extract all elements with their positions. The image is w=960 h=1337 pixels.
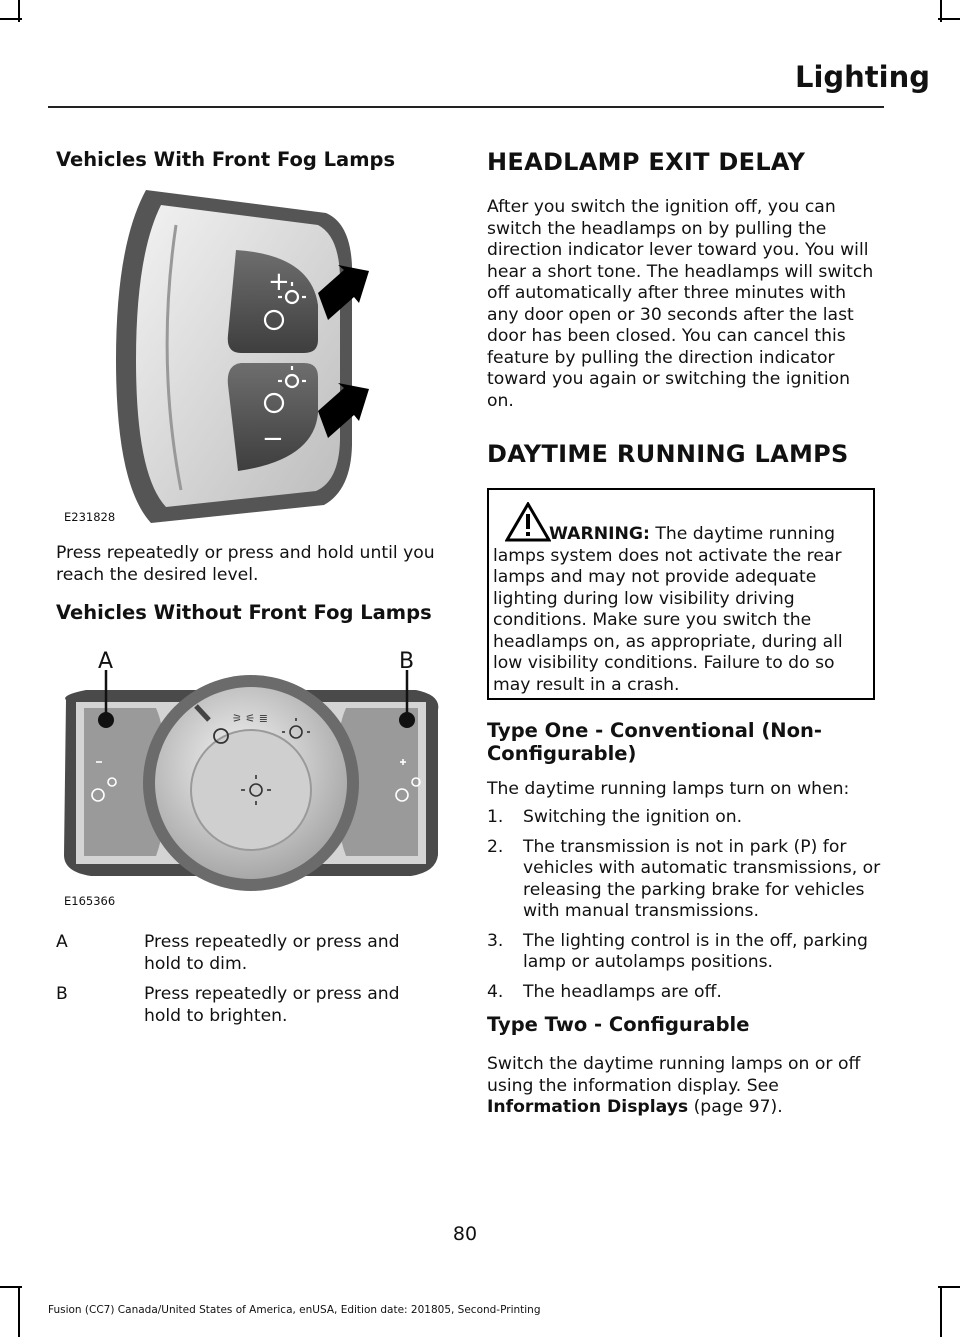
page-title: Lighting: [794, 60, 930, 94]
parking-lamp-icon: ⚞ ⚟ ≣: [232, 712, 268, 725]
figure-lighting-control: [56, 640, 446, 910]
figure-code: E165366: [64, 894, 116, 908]
warning-body: The daytime running lamps system does not activate the rear lamps and may not provide adequate lighting during low visibility driving conditions. Make sure you switch the headlamps on, as appropriate, during all low visibility conditions. Failure to do so may result in a crash.: [493, 524, 843, 695]
warning-label: WARNING:: [549, 524, 650, 544]
legend-text: Press repeatedly or press and hold to dim.: [144, 932, 400, 974]
list-item: [487, 807, 882, 829]
page-number: 80: [452, 1223, 478, 1245]
list-text: The headlamps are off.: [523, 981, 722, 1002]
crop-mark: [940, 1286, 942, 1337]
legend-key: B: [56, 984, 68, 1004]
legend-text: Press repeatedly or press and hold to brighten.: [144, 984, 400, 1026]
conditions-list: [487, 807, 882, 1011]
legend-row: [56, 984, 436, 1029]
crop-mark: [938, 18, 960, 20]
cross-reference-link[interactable]: Information Displays: [487, 1097, 689, 1117]
heading-type-one: Type One - Conventional (Non-Configurable): [487, 719, 822, 766]
heading-no-fog-lamps: Vehicles Without Front Fog Lamps: [56, 601, 432, 624]
edition-footer: Fusion (CC7) Canada/United States of America, enUSA, Edition date: 201805, Second-Printing: [48, 1304, 541, 1316]
list-text: The transmission is not in park (P) for vehicles with automatic transmissions, or releasing the parking brake for vehicles with manual transmissions.: [523, 836, 881, 921]
crop-mark: [938, 1286, 960, 1288]
paragraph-text: Switch the daytime running lamps on or off using the information display. See: [487, 1054, 861, 1096]
legend-key: A: [56, 932, 68, 952]
list-number: 1.: [487, 807, 504, 827]
header-rule: [48, 106, 884, 108]
list-text: Switching the ignition on.: [523, 807, 743, 827]
warning-text: [493, 524, 873, 696]
list-item: [487, 982, 882, 1004]
crop-mark: [0, 1286, 22, 1288]
paragraph-type-two: [487, 1054, 882, 1119]
fig1-caption: Press repeatedly or press and hold until you reach the desired level.: [56, 543, 435, 585]
crop-mark: [18, 1286, 20, 1337]
heading-type-two: Type Two - Configurable: [487, 1013, 750, 1036]
warning-box: [487, 488, 875, 700]
heading-daytime-running-lamps: DAYTIME RUNNING LAMPS: [487, 440, 849, 468]
lighting-control-illustration: [56, 640, 446, 910]
list-number: 4.: [487, 981, 504, 1002]
list-number: 3.: [487, 930, 504, 951]
paragraph-exit-delay: After you switch the ignition off, you can switch the headlamps on by pulling the direction indicator lever toward you. You will hear a short tone. The headlamps will switch off automatically after three minutes with any door open or 30 seconds after the last door has been closed. You can cancel this feature by pulling the direction indicator toward you again or switching the ignition on.: [487, 197, 874, 411]
callout-b-label: B: [399, 649, 415, 674]
heading-fog-lamps: Vehicles With Front Fog Lamps: [56, 148, 396, 171]
legend-row: [56, 932, 436, 977]
dimmer-switch-illustration: [56, 185, 446, 530]
plus-label: +: [268, 267, 290, 297]
callout-a-label: A: [98, 649, 114, 674]
paragraph-type-one: The daytime running lamps turn on when:: [487, 779, 850, 799]
minus-label: −: [262, 424, 284, 454]
figure-dimmer-buttons: [56, 185, 446, 530]
figure-code: E231828: [64, 510, 116, 524]
list-number: 2.: [487, 836, 504, 857]
crop-mark: [0, 18, 22, 20]
list-item: [487, 931, 882, 974]
list-item: [487, 837, 882, 923]
heading-headlamp-exit-delay: HEADLAMP EXIT DELAY: [487, 148, 806, 176]
paragraph-text: (page 97).: [688, 1097, 783, 1117]
list-text: The lighting control is in the off, parking lamp or autolamps positions.: [523, 930, 868, 972]
